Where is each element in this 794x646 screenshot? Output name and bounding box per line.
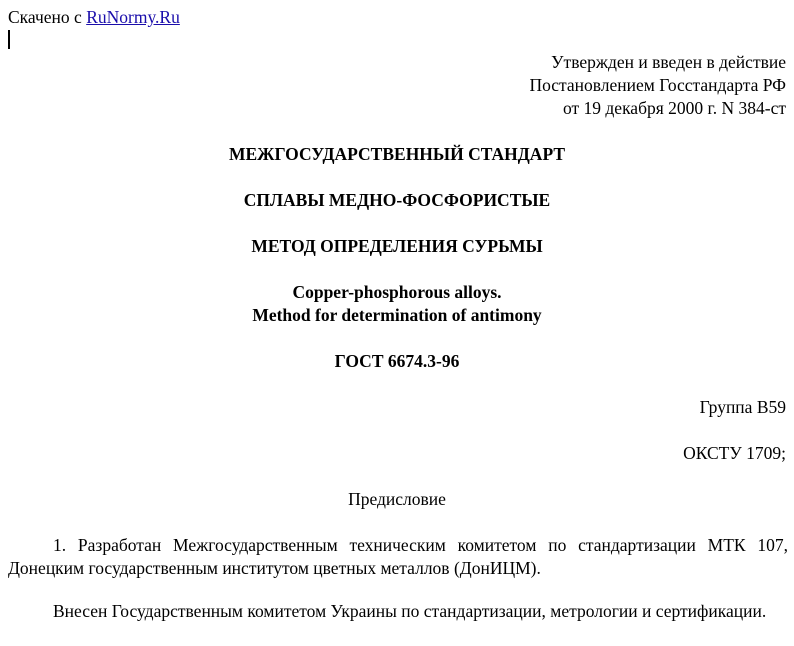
approval-line-1: Утвержден и введен в действие	[551, 52, 786, 72]
foreword-heading: Предисловие	[348, 489, 446, 509]
source-line	[8, 6, 180, 29]
group-code: Группа В59	[699, 397, 786, 417]
foreword-paragraph-2: Внесен Государственным комитетом Украины по стандартизации, метрологии и сертификации.	[53, 601, 767, 621]
english-title-line-1: Copper-phosphorous alloys.	[292, 282, 502, 302]
method-title: МЕТОД ОПРЕДЕЛЕНИЯ СУРЬМЫ	[251, 236, 543, 256]
english-title-line-2: Method for determination of antimony	[252, 305, 542, 325]
approval-line-3: от 19 декабря 2000 г. N 384-ст	[562, 98, 786, 118]
text-cursor	[8, 30, 10, 49]
source-prefix: Скачено с	[8, 7, 87, 27]
approval-line-2: Постановлением Госстандарта РФ	[529, 75, 786, 95]
oksty-code: ОКСТУ 1709;	[683, 443, 786, 463]
runormy-link[interactable]: RuNormy.Ru	[86, 7, 180, 27]
gost-number: ГОСТ 6674.3-96	[334, 351, 460, 371]
subject-title: СПЛАВЫ МЕДНО-ФОСФОРИСТЫЕ	[243, 190, 551, 210]
foreword-paragraph-1: 1. Разработан Межгосударственным техническим комитетом по стандартизации МТК 107, Донецким государственным институтом цветных металлов (ДонИЦМ).	[8, 535, 788, 578]
standard-type-title: МЕЖГОСУДАРСТВЕННЫЙ СТАНДАРТ	[228, 144, 566, 164]
